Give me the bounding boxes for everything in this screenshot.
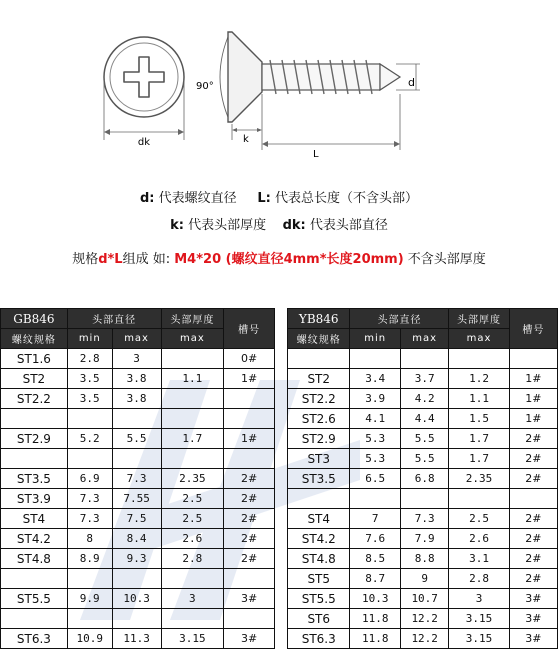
gb846-max-cell: 9.3: [112, 549, 161, 569]
screw-side-view: [196, 32, 420, 160]
yb846-thickness-cell: 2.35: [449, 469, 509, 489]
gb846-spec-header: 螺纹规格: [1, 329, 68, 349]
yb846-thickness-cell: 3.1: [449, 549, 509, 569]
yb846-row: [288, 429, 558, 449]
gb846-standard-header: GB846: [1, 309, 68, 329]
yb846-min-cell: 5.3: [350, 449, 400, 469]
yb846-min-cell: 5.3: [350, 429, 400, 449]
gb846-min-cell: 3.5: [67, 389, 112, 409]
yb846-max-cell: 5.5: [400, 449, 449, 469]
yb846-min-cell: 7.6: [350, 529, 400, 549]
yb846-thickness-cell: 1.5: [449, 409, 509, 429]
gb846-min-cell: 5.2: [67, 429, 112, 449]
gb846-thickness-cell: [161, 409, 224, 429]
gb846-min-cell: [67, 409, 112, 429]
gb846-slot-cell: 2#: [224, 509, 275, 529]
yb846-row: [288, 469, 558, 489]
gb846-max-header: max: [112, 329, 161, 349]
gb846-slot-cell: [224, 569, 275, 589]
yb846-standard-header: YB846: [288, 309, 350, 329]
gb846-row: [1, 609, 275, 629]
gb846-row: [1, 409, 275, 429]
gb846-spec-cell: ST2.9: [1, 429, 68, 449]
gb846-max-cell: [112, 569, 161, 589]
yb846-min-cell: 11.8: [350, 629, 400, 649]
yb846-slot-cell: 3#: [509, 629, 557, 649]
gb846-slot-cell: [224, 449, 275, 469]
gb846-thickness-cell: [161, 349, 224, 369]
yb846-min-cell: 8.5: [350, 549, 400, 569]
gb846-min-cell: 8.9: [67, 549, 112, 569]
gb846-slot-cell: 0#: [224, 349, 275, 369]
yb846-row: [288, 489, 558, 509]
yb846-max-cell: 9: [400, 569, 449, 589]
legend-k-text: 代表头部厚度: [188, 218, 267, 233]
yb846-max-cell: 4.4: [400, 409, 449, 429]
yb846-head-dia-header: 头部直径: [350, 309, 449, 329]
yb846-max-cell: 4.2: [400, 389, 449, 409]
l-label: L: [313, 149, 319, 160]
screw-diagram: [0, 0, 558, 170]
gb846-spec-cell: ST4: [1, 509, 68, 529]
yb846-slot-cell: [509, 349, 557, 369]
legend-d-text: 代表螺纹直径: [158, 191, 237, 206]
yb846-min-cell: 7: [350, 509, 400, 529]
yb846-min-cell: 6.5: [350, 469, 400, 489]
gb846-row: [1, 529, 275, 549]
yb846-row: [288, 409, 558, 429]
yb846-spec-cell: ST2.9: [288, 429, 350, 449]
yb846-spec-cell: ST2.6: [288, 409, 350, 429]
gb846-spec-cell: ST3.9: [1, 489, 68, 509]
yb846-max-cell: 12.2: [400, 629, 449, 649]
yb846-slot-cell: 2#: [509, 549, 557, 569]
gb846-head-dia-header: 头部直径: [67, 309, 161, 329]
yb846-row: [288, 629, 558, 649]
yb846-thickness-cell: 3: [449, 589, 509, 609]
gb846-max-cell: 7.55: [112, 489, 161, 509]
yb846-table: [287, 308, 558, 649]
yb846-thickness-cell: 1.7: [449, 449, 509, 469]
gb846-thickness-cell: [161, 569, 224, 589]
yb846-slot-cell: 2#: [509, 529, 557, 549]
gb846-thickness-cell: 2.35: [161, 469, 224, 489]
yb846-row: [288, 549, 558, 569]
yb846-slot-header: 槽号: [509, 309, 557, 349]
yb846-max-cell: 10.7: [400, 589, 449, 609]
legend-dk-text: 代表头部直径: [309, 218, 388, 233]
gb846-slot-cell: 1#: [224, 429, 275, 449]
yb846-spec-cell: ST2.2: [288, 389, 350, 409]
k-label: k: [243, 134, 249, 145]
gb846-spec-cell: [1, 569, 68, 589]
gb846-max-cell: 3: [112, 349, 161, 369]
gb846-min-cell: 10.9: [67, 629, 112, 649]
yb846-row: [288, 589, 558, 609]
yb846-max-cell: 5.5: [400, 429, 449, 449]
yb846-max-cell: [400, 489, 449, 509]
yb846-max-cell: 6.8: [400, 469, 449, 489]
gb846-row: [1, 449, 275, 469]
legend-line-1: [0, 187, 558, 206]
gb846-max-cell: 8.4: [112, 529, 161, 549]
gb846-spec-cell: ST2.2: [1, 389, 68, 409]
gb846-row: [1, 429, 275, 449]
gb846-row: [1, 369, 275, 389]
gb846-spec-cell: ST2: [1, 369, 68, 389]
gb846-slot-cell: 1#: [224, 369, 275, 389]
yb846-min-cell: [350, 349, 400, 369]
yb846-min-cell: [350, 489, 400, 509]
gb846-max-cell: [112, 609, 161, 629]
gb846-min-cell: 6.9: [67, 469, 112, 489]
angle-label: 90°: [196, 81, 214, 92]
gb846-spec-cell: ST4.8: [1, 549, 68, 569]
yb846-min-cell: 3.9: [350, 389, 400, 409]
gb846-thickness-cell: [161, 389, 224, 409]
yb846-thick-max-header: max: [449, 329, 509, 349]
yb846-row: [288, 449, 558, 469]
gb846-spec-cell: ST3.5: [1, 469, 68, 489]
gb846-min-cell: 3.5: [67, 369, 112, 389]
legend-spec-suffix: 不含头部厚度: [407, 252, 486, 267]
gb846-spec-cell: [1, 449, 68, 469]
yb846-min-cell: 3.4: [350, 369, 400, 389]
gb846-min-cell: 7.3: [67, 509, 112, 529]
yb846-row: [288, 389, 558, 409]
gb846-row: [1, 549, 275, 569]
gb846-slot-header: 槽号: [224, 309, 275, 349]
gb846-slot-cell: [224, 609, 275, 629]
yb846-spec-header: 螺纹规格: [288, 329, 350, 349]
yb846-thickness-cell: [449, 349, 509, 369]
yb846-spec-cell: [288, 349, 350, 369]
gb846-thick-max-header: max: [161, 329, 224, 349]
gb846-min-cell: [67, 609, 112, 629]
yb846-slot-cell: 2#: [509, 509, 557, 529]
yb846-max-cell: 12.2: [400, 609, 449, 629]
gb846-min-cell: 8: [67, 529, 112, 549]
yb846-slot-cell: 3#: [509, 589, 557, 609]
gb846-spec-cell: [1, 409, 68, 429]
gb846-slot-cell: 2#: [224, 549, 275, 569]
gb846-head-thick-header: 头部厚度: [161, 309, 224, 329]
yb846-slot-cell: 2#: [509, 429, 557, 449]
yb846-thickness-cell: 1.1: [449, 389, 509, 409]
gb846-min-cell: 2.8: [67, 349, 112, 369]
yb846-min-cell: 10.3: [350, 589, 400, 609]
yb846-spec-cell: ST6: [288, 609, 350, 629]
yb846-min-header: min: [350, 329, 400, 349]
yb846-min-cell: 4.1: [350, 409, 400, 429]
gb846-max-cell: 7.3: [112, 469, 161, 489]
gb846-slot-cell: [224, 409, 275, 429]
yb846-thickness-cell: [449, 489, 509, 509]
yb846-min-cell: 8.7: [350, 569, 400, 589]
gb846-min-header: min: [67, 329, 112, 349]
yb846-thickness-cell: 2.5: [449, 509, 509, 529]
yb846-thickness-cell: 2.6: [449, 529, 509, 549]
gb846-thickness-cell: 1.7: [161, 429, 224, 449]
yb846-slot-cell: 2#: [509, 469, 557, 489]
yb846-row: [288, 569, 558, 589]
yb846-row: [288, 609, 558, 629]
gb846-thickness-cell: [161, 609, 224, 629]
yb846-row: [288, 349, 558, 369]
yb846-spec-cell: ST4: [288, 509, 350, 529]
legend-line-3: [0, 248, 558, 267]
yb846-spec-cell: [288, 489, 350, 509]
gb846-slot-cell: 2#: [224, 469, 275, 489]
legend-l-key: L:: [257, 191, 271, 206]
gb846-row: [1, 389, 275, 409]
gb846-spec-cell: ST5.5: [1, 589, 68, 609]
yb846-spec-cell: ST4.2: [288, 529, 350, 549]
yb846-max-cell: [400, 349, 449, 369]
yb846-spec-cell: ST3.5: [288, 469, 350, 489]
yb846-row: [288, 509, 558, 529]
yb846-max-cell: 8.8: [400, 549, 449, 569]
yb846-spec-cell: ST6.3: [288, 629, 350, 649]
head-top-view: [104, 37, 184, 148]
yb846-row: [288, 529, 558, 549]
gb846-row: [1, 589, 275, 609]
legend-dk-key: dk:: [282, 218, 306, 233]
gb846-min-cell: 9.9: [67, 589, 112, 609]
gb846-min-cell: [67, 449, 112, 469]
gb846-thickness-cell: 2.8: [161, 549, 224, 569]
gb846-slot-cell: 3#: [224, 629, 275, 649]
yb846-spec-cell: ST2: [288, 369, 350, 389]
gb846-slot-cell: 2#: [224, 529, 275, 549]
gb846-slot-cell: [224, 389, 275, 409]
gb846-max-cell: [112, 449, 161, 469]
yb846-min-cell: 11.8: [350, 609, 400, 629]
yb846-spec-cell: ST5.5: [288, 589, 350, 609]
legend-spec-prefix: 规格: [72, 252, 99, 267]
legend-l-text: 代表总长度（不含头部）: [274, 191, 418, 206]
gb846-min-cell: 7.3: [67, 489, 112, 509]
gb846-thickness-cell: 1.1: [161, 369, 224, 389]
gb846-thickness-cell: 2.5: [161, 489, 224, 509]
yb846-slot-cell: 2#: [509, 449, 557, 469]
gb846-row: [1, 569, 275, 589]
yb846-spec-cell: ST5: [288, 569, 350, 589]
yb846-slot-cell: 2#: [509, 569, 557, 589]
yb846-thickness-cell: 1.2: [449, 369, 509, 389]
gb846-max-cell: 3.8: [112, 369, 161, 389]
gb846-slot-cell: 2#: [224, 489, 275, 509]
gb846-max-cell: [112, 409, 161, 429]
legend-spec-format: d*L: [98, 252, 123, 267]
gb846-thickness-cell: [161, 449, 224, 469]
gb846-min-cell: [67, 569, 112, 589]
yb846-slot-cell: 1#: [509, 389, 557, 409]
gb846-thickness-cell: 3: [161, 589, 224, 609]
yb846-thickness-cell: 3.15: [449, 629, 509, 649]
gb846-spec-cell: ST6.3: [1, 629, 68, 649]
gb846-spec-cell: [1, 609, 68, 629]
gb846-row: [1, 349, 275, 369]
gb846-thickness-cell: 2.5: [161, 509, 224, 529]
gb846-spec-cell: ST4.2: [1, 529, 68, 549]
yb846-thickness-cell: 1.7: [449, 429, 509, 449]
legend-line-2: [0, 214, 558, 233]
yb846-thickness-cell: 2.8: [449, 569, 509, 589]
gb846-row: [1, 629, 275, 649]
yb846-slot-cell: 3#: [509, 609, 557, 629]
gb846-max-cell: 3.8: [112, 389, 161, 409]
yb846-max-header: max: [400, 329, 449, 349]
yb846-spec-cell: ST4.8: [288, 549, 350, 569]
gb846-spec-cell: ST1.6: [1, 349, 68, 369]
gb846-max-cell: 10.3: [112, 589, 161, 609]
gb846-slot-cell: 3#: [224, 589, 275, 609]
yb846-row: [288, 369, 558, 389]
d-label: d: [408, 76, 415, 89]
gb846-thickness-cell: 2.6: [161, 529, 224, 549]
legend-d-key: d:: [140, 191, 155, 206]
gb846-max-cell: 11.3: [112, 629, 161, 649]
yb846-max-cell: 3.7: [400, 369, 449, 389]
gb846-thickness-cell: 3.15: [161, 629, 224, 649]
legend-spec-example: M4*20 (螺纹直径4mm*长度20mm): [174, 252, 404, 267]
yb846-slot-cell: 1#: [509, 409, 557, 429]
yb846-spec-cell: ST3: [288, 449, 350, 469]
gb846-max-cell: 7.5: [112, 509, 161, 529]
gb846-row: [1, 469, 275, 489]
legend-spec-mid: 组成 如:: [122, 252, 171, 267]
legend-k-key: k:: [170, 218, 184, 233]
gb846-row: [1, 489, 275, 509]
gb846-max-cell: 5.5: [112, 429, 161, 449]
yb846-head-thick-header: 头部厚度: [449, 309, 509, 329]
yb846-max-cell: 7.3: [400, 509, 449, 529]
gb846-table: [0, 308, 275, 649]
gb846-row: [1, 509, 275, 529]
yb846-slot-cell: [509, 489, 557, 509]
yb846-max-cell: 7.9: [400, 529, 449, 549]
dk-label: dk: [137, 137, 151, 148]
yb846-slot-cell: 1#: [509, 369, 557, 389]
yb846-thickness-cell: 3.15: [449, 609, 509, 629]
